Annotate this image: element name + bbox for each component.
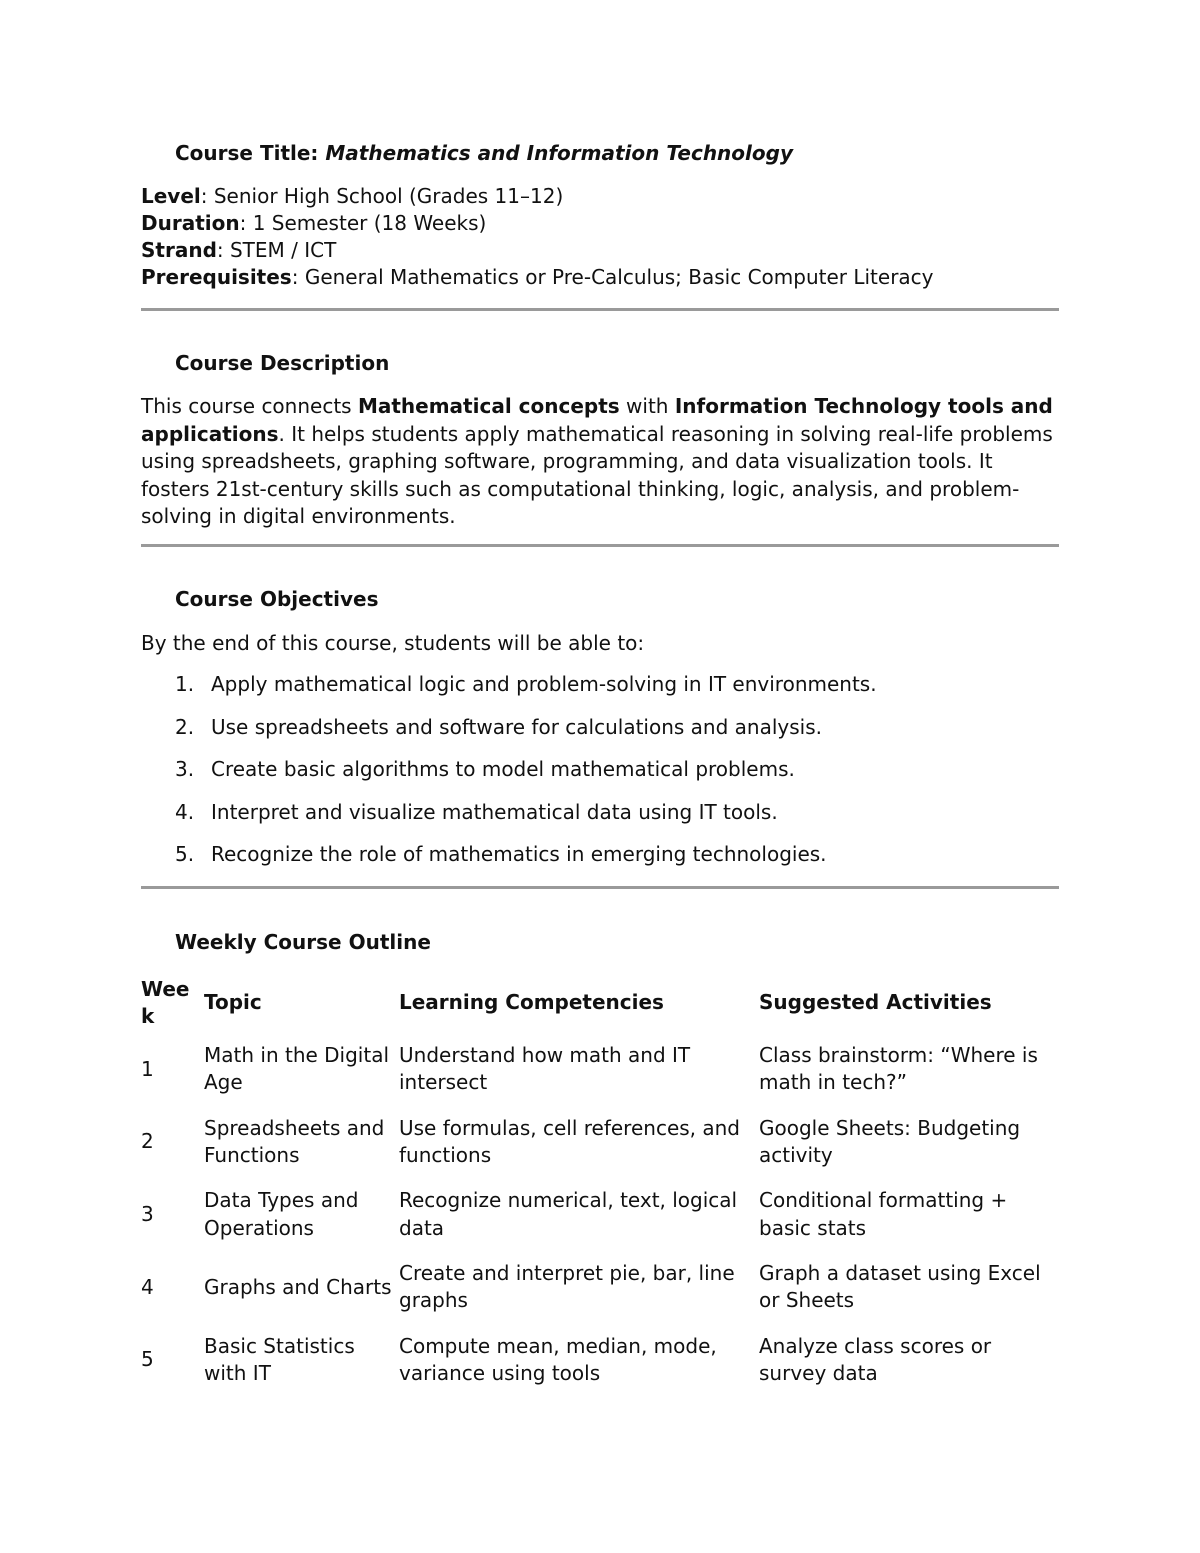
- header-competencies: Learning Competencies: [399, 990, 664, 1015]
- objective-item: [175, 715, 877, 758]
- objective-number: 3.: [175, 757, 195, 781]
- topic-cell: Math in the Digital Age: [204, 1042, 390, 1095]
- duration-line: [141, 210, 934, 237]
- description-bold-2: Information Technology tools and applications: [141, 394, 1053, 446]
- activity-cell: Graph a dataset using Excel or Sheets: [759, 1260, 1041, 1313]
- objective-item: [175, 842, 877, 885]
- section-divider: [141, 544, 1059, 547]
- week-cell: 5: [141, 1347, 154, 1372]
- objective-text: Use spreadsheets and software for calculations and analysis.: [211, 714, 822, 739]
- course-title: [175, 141, 793, 165]
- topic-cell: Graphs and Charts: [204, 1274, 392, 1299]
- outline-heading: Weekly Course Outline: [175, 930, 431, 954]
- topic-cell: Spreadsheets and Functions: [204, 1115, 385, 1168]
- description-bold-1: Mathematical concepts: [357, 394, 620, 418]
- activity-cell: Analyze class scores or survey data: [759, 1333, 992, 1386]
- section-divider: [141, 308, 1059, 311]
- week-cell: 1: [141, 1056, 154, 1081]
- objectives-heading: Course Objectives: [175, 587, 379, 611]
- header-activities: Suggested Activities: [759, 990, 992, 1015]
- weekly-outline-table: [141, 973, 1059, 1396]
- objective-number: 5.: [175, 842, 195, 866]
- week-cell: 4: [141, 1274, 154, 1299]
- table-row: [141, 1178, 1059, 1251]
- table-row: [141, 1324, 1059, 1397]
- prerequisites-label: Prerequisites: [141, 265, 292, 289]
- header-topic: Topic: [204, 990, 262, 1015]
- objective-number: 4.: [175, 799, 195, 824]
- course-title-label: Course Title:: [175, 141, 319, 165]
- objective-number: 1.: [175, 672, 195, 696]
- objective-item: [175, 757, 877, 800]
- competency-cell: Use formulas, cell references, and functions: [399, 1115, 741, 1168]
- week-cell: 2: [141, 1129, 154, 1154]
- level-value: : Senior High School (Grades 11–12): [200, 184, 564, 208]
- description-text-3: . It helps students apply mathematical reasoning in solving real-life problems using spreadsheets, graphing software, programming, and data visualization tools. It fosters 21st-century skills such as computational thinking, logic, analysis, and problem-solving in digital environments.: [141, 421, 1053, 528]
- competency-cell: Understand how math and IT intersect: [399, 1042, 691, 1095]
- activity-cell: Google Sheets: Budgeting activity: [759, 1115, 1021, 1168]
- objective-text: Recognize the role of mathematics in emerging technologies.: [211, 842, 827, 866]
- course-meta: [141, 183, 934, 291]
- description-heading: Course Description: [175, 351, 390, 375]
- description-paragraph: [141, 393, 1059, 531]
- objective-text: Apply mathematical logic and problem-solving in IT environments.: [211, 672, 877, 696]
- description-text-2: with: [619, 394, 675, 418]
- competency-cell: Recognize numerical, text, logical data: [399, 1188, 738, 1240]
- competency-cell: Compute mean, median, mode, variance using tools: [399, 1333, 717, 1386]
- prerequisites-line: [141, 264, 934, 291]
- course-title-value: Mathematics and Information Technology: [325, 141, 793, 165]
- objectives-intro: By the end of this course, students will be able to:: [141, 631, 645, 655]
- table-row: [141, 1106, 1059, 1179]
- activity-cell: Class brainstorm: “Where is math in tech?”: [759, 1042, 1038, 1095]
- strand-label: Strand: [141, 238, 217, 262]
- duration-value: : 1 Semester (18 Weeks): [239, 211, 487, 235]
- level-line: [141, 183, 934, 210]
- table-header-row: [141, 973, 1059, 1033]
- header-week: Wee k: [141, 976, 190, 1028]
- objectives-list: [175, 672, 877, 885]
- duration-label: Duration: [141, 211, 240, 235]
- table-row: [141, 1033, 1059, 1106]
- objective-text: Create basic algorithms to model mathematical problems.: [211, 757, 795, 781]
- objective-item: [175, 800, 877, 843]
- strand-line: [141, 237, 934, 264]
- topic-cell: Basic Statistics with IT: [204, 1333, 355, 1386]
- objective-item: [175, 672, 877, 715]
- level-label: Level: [141, 184, 201, 208]
- prerequisites-value: : General Mathematics or Pre-Calculus; Basic Computer Literacy: [291, 265, 934, 289]
- objective-number: 2.: [175, 714, 195, 739]
- topic-cell: Data Types and Operations: [204, 1188, 359, 1240]
- strand-value: : STEM / ICT: [216, 238, 337, 262]
- competency-cell: Create and interpret pie, bar, line graphs: [399, 1260, 735, 1313]
- section-divider: [141, 886, 1059, 889]
- week-cell: 3: [141, 1201, 154, 1226]
- table-row: [141, 1251, 1059, 1324]
- activity-cell: Conditional formatting + basic stats: [759, 1188, 1008, 1240]
- description-text-1: This course connects: [141, 394, 358, 418]
- objective-text: Interpret and visualize mathematical data using IT tools.: [211, 799, 778, 824]
